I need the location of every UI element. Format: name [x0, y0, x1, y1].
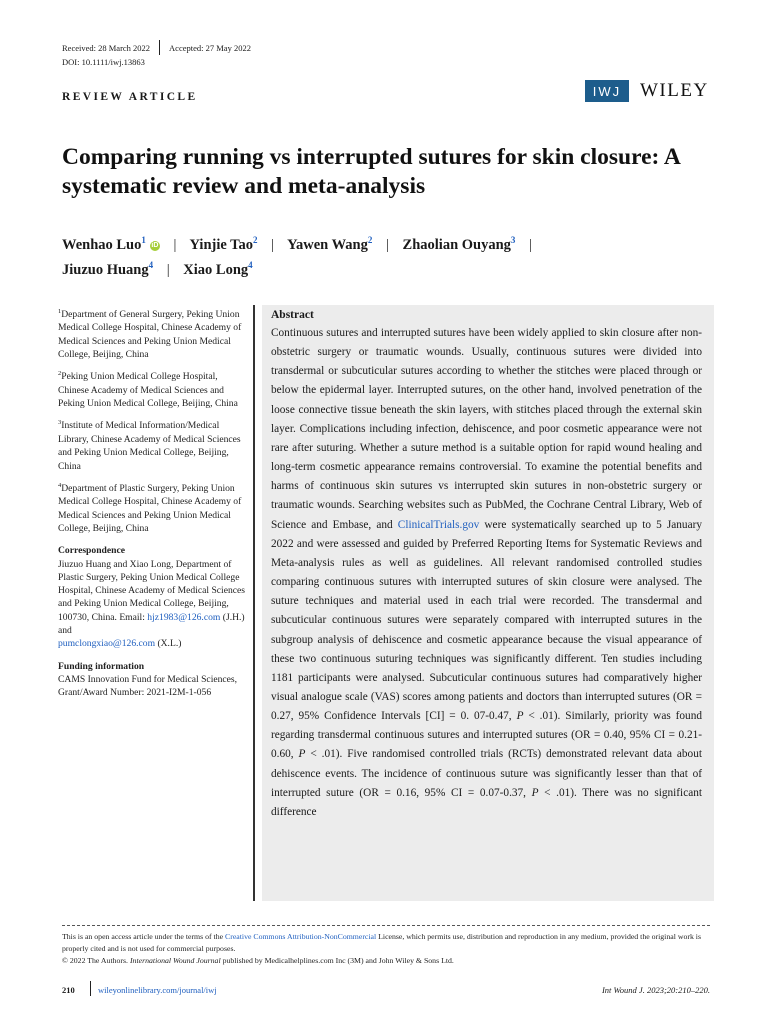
author-affiliation: 3	[510, 235, 516, 245]
received-date: Received: 28 March 2022	[62, 42, 151, 53]
license-link[interactable]: Creative Commons Attribution-NonCommercial	[225, 932, 377, 941]
email-suffix-2: (X.L.)	[157, 638, 182, 650]
p-symbol: P	[516, 710, 524, 723]
author-affiliation: 1	[141, 235, 146, 245]
journal-citation: Int Wound J. 2023;20:210–220.	[601, 985, 710, 995]
affiliation-number: 2	[58, 370, 62, 378]
email-link-1[interactable]: hjz1983@126.com	[147, 611, 221, 623]
affiliation-number: 1	[58, 308, 62, 315]
author-name: Yawen Wang	[287, 236, 368, 253]
author-name: Yinjie Tao	[189, 236, 254, 253]
affiliation	[58, 416, 248, 472]
affiliation-text: Department of Plastic Surgery, Peking Union Medical College Hospital, Chinese Academy of Medical Sciences and Peking Union Medical College, Beijing, China	[58, 483, 242, 534]
email-suffix-1: (J.H.) and	[58, 611, 245, 636]
author-separator: |	[271, 236, 275, 253]
correspondence-text: Jiuzuo Huang and Xiao Long, Department of Plastic Surgery, Peking Union Medical College Hospital, Chinese Academy of Medical Sciences and Peking Union Medical College, Beijing, 100730, China.	[58, 558, 246, 623]
license-text: License, which permits use, distribution and reproduction in any medium, provided the original work is properly cited and is not used for commercial purposes.	[62, 932, 701, 954]
license-text: This is an open access article under the terms of the	[62, 932, 224, 941]
journal-name: International Wound Journal	[129, 956, 221, 966]
author-name: Zhaolian Ouyang	[402, 236, 511, 253]
abstract-text: were systematically searched up to 5 January 2022 and were assessed and guided by Preferred Reporting Items for Systematic Reviews and Meta-analysis rules as well as guidelines. All relevant randomised controlled studies comparing continuous sutures with interrupted sutures of skin closure were analysed. The suture techniques and material used in each trial were recorded. The transdermal and subcuticular continuous sutures were separately compared with interrupted sutures in the subgroup analysis of dehiscence and cosmetic appearance because the visual appearance of these two continuous suturing techniques was significantly different. Ten studies including 1181 participants were analysed. Subcuticular continuous sutures had comparatively higher visual analogue scale (VAS) scores among patients and doctors than interrupted sutures (OR = 0.27, 95% Confidence Intervals [CI] = 0. 07-0.47,	[271, 518, 702, 723]
affiliation-text: Institute of Medical Information/Medical Library, Chinese Academy of Medical Sciences and Peking Union Medical College, Beijing, China	[58, 420, 241, 472]
clinicaltrials-link[interactable]: ClinicalTrials.gov	[397, 518, 480, 531]
orcid-icon[interactable]: iD	[151, 241, 159, 249]
author-list-continued	[62, 255, 253, 280]
article-title: Comparing running vs interrupted sutures for skin closure: A systematic review and meta-analysis	[62, 144, 680, 199]
accepted-date: Accepted: 27 May 2022	[169, 42, 251, 53]
affiliation-text: Peking Union Medical College Hospital, Chinese Academy of Medical Sciences and Peking Union Medical College, Beijing, China	[58, 371, 238, 410]
email-label: Email:	[119, 611, 145, 623]
journal-logo: IWJ	[585, 80, 629, 102]
abstract-body	[271, 324, 702, 822]
affiliation	[58, 367, 248, 410]
license-notes	[62, 931, 710, 968]
affiliation	[58, 305, 248, 361]
author-affiliation: 2	[253, 235, 258, 245]
doi: DOI: 10.1111/iwj.13863	[62, 57, 145, 67]
affiliation-number: 4	[58, 481, 62, 489]
affiliation-number: 3	[58, 419, 62, 427]
p-symbol: P	[531, 786, 539, 799]
page-number: 210	[62, 985, 75, 995]
author-separator: |	[386, 236, 389, 253]
abstract-text: < .01). Five randomised controlled trials (RCTs) demonstrated relevant data about dehiscence events. The incidence of continuous suture was significantly lesser than that of interrupted suture (OR = 0.16, 95% CI = 0.07-0.37,	[271, 748, 702, 799]
page-separator	[90, 981, 91, 996]
abstract-heading: Abstract	[271, 309, 314, 321]
p-symbol: P	[298, 748, 306, 761]
author-name: Jiuzuo Huang	[62, 261, 149, 278]
author-name: Xiao Long	[183, 261, 249, 278]
correspondence-block	[58, 558, 248, 651]
publisher-logo: WILEY	[640, 80, 709, 101]
abstract-text: Continuous sutures and interrupted sutures have been widely applied to skin closure after non-obstetric surgery or traumatic wounds. Usually, continuous sutures were divided into transdermal or subcuticular sutures according to whether the stitches were placed through or below the epidermal layer. Interrupted sutures, on the other hand, involved penetration of the loose connective tissue beneath the skin layers, with stitches placed through the external skin layer. Complications including infection, dehiscence, and poor cosmetic appearance were not rare after suturing. Whether a suture method is a suitable option for rapid wound healing and long-term cosmetic appearance remains controversial. To examine the potential benefits and harms of continuous skin sutures vs interrupted skin sutures in non-obstetric surgery or traumatic wounds. Searching websites such as PubMed, the Cochrane Central Library, Web of Science and Embase, and	[271, 327, 702, 531]
date-separator	[159, 40, 160, 55]
author-affiliation: 4	[248, 260, 253, 270]
author-affiliation: 2	[367, 235, 373, 245]
journal-url-link[interactable]: wileyonlinelibrary.com/journal/iwj	[98, 985, 217, 995]
article-dates	[62, 40, 251, 55]
abstract-text: < .01). There was no significant difference	[271, 786, 703, 818]
copyright-text: published by Medicalhelplines.com Inc (3M) and John Wiley & Sons Ltd.	[222, 956, 454, 966]
author-separator: |	[529, 236, 532, 253]
abstract-text: < .01). Similarly, priority was found regarding transdermal continuous sutures and interrupted sutures (OR = 0.40, 95% CI = 0.21-0.60,	[271, 710, 703, 761]
footer-rule	[62, 925, 710, 926]
copyright-text: © 2022 The Authors.	[62, 956, 128, 966]
abstract-rule	[253, 305, 255, 901]
abstract-box	[262, 305, 714, 901]
email-link-2[interactable]: pumclongxiao@126.com	[58, 638, 156, 650]
author-separator: |	[166, 261, 170, 278]
affiliation	[58, 479, 248, 535]
author-affiliation: 4	[148, 260, 154, 270]
article-type: REVIEW ARTICLE	[62, 91, 198, 103]
correspondence-heading: Correspondence	[58, 545, 125, 557]
affiliations-column	[58, 305, 248, 699]
funding-text: CAMS Innovation Fund for Medical Sciences, Grant/Award Number: 2021-I2M-1-056	[58, 673, 238, 699]
author-name: Wenhao Luo	[62, 236, 142, 253]
author-separator: |	[173, 236, 177, 253]
affiliation-text: Department of General Surgery, Peking Union Medical College Hospital, Chinese Academy of Medical Sciences and Peking Union Medical College, Beijing, China	[58, 309, 242, 361]
funding-heading: Funding information	[58, 660, 145, 672]
author-list	[62, 230, 542, 255]
